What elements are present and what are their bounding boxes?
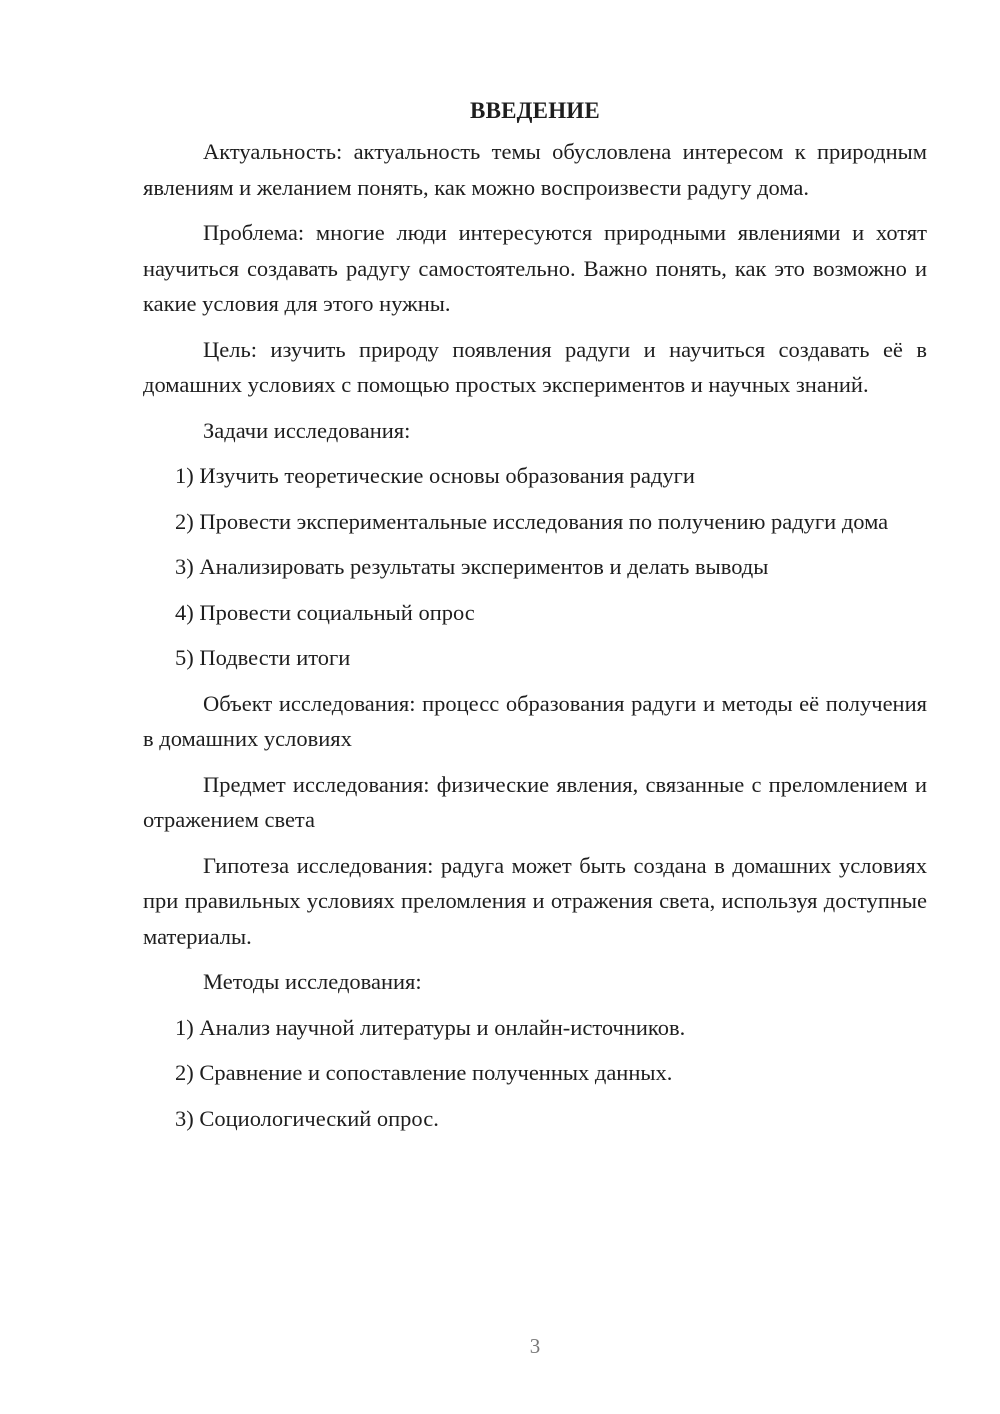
task-item: 5) Подвести итоги <box>175 645 351 670</box>
object-paragraph: Объект исследования: процесс образования радуги и методы её получения в домашних условиях <box>143 690 927 751</box>
document-body <box>143 93 927 1146</box>
task-item: 2) Провести экспериментальные исследования по получению радуги дома <box>175 508 889 534</box>
methods-title: Методы исследования: <box>203 969 422 994</box>
hypothesis-paragraph: Гипотеза исследования: радуга может быть создана в домашних условиях при правильных условиях преломления и отражения света, используя доступные материалы. <box>143 852 927 949</box>
subject-paragraph: Предмет исследования: физические явления, связанные с преломлением и отражением света <box>143 771 927 832</box>
section-heading: ВВЕДЕНИЕ <box>470 98 600 123</box>
task-item: 1) Изучить теоретические основы образования радуги <box>175 463 695 488</box>
task-item: 4) Провести социальный опрос <box>175 599 475 625</box>
goal-paragraph: Цель: изучить природу появления радуги и научиться создавать её в домашних условиях с помощью простых экспериментов и научных знаний. <box>143 336 927 397</box>
task-item: 3) Анализировать результаты экспериментов и делать выводы <box>175 554 769 579</box>
method-item: 3) Социологический опрос. <box>175 1105 439 1131</box>
method-item: 2) Сравнение и сопоставление полученных данных. <box>175 1060 673 1085</box>
method-item: 1) Анализ научной литературы и онлайн-источников. <box>175 1014 686 1040</box>
problem-paragraph: Проблема: многие люди интересуются природными явлениями и хотят научиться создавать радугу самостоятельно. Важно понять, как это возможно и какие условия для этого нужны. <box>143 220 927 316</box>
relevance-paragraph: Актуальность: актуальность темы обусловлена интересом к природным явлениям и желанием понять, как можно воспроизвести радугу дома. <box>143 139 927 200</box>
tasks-title: Задачи исследования: <box>203 417 411 443</box>
page-number: 3 <box>529 1334 541 1358</box>
